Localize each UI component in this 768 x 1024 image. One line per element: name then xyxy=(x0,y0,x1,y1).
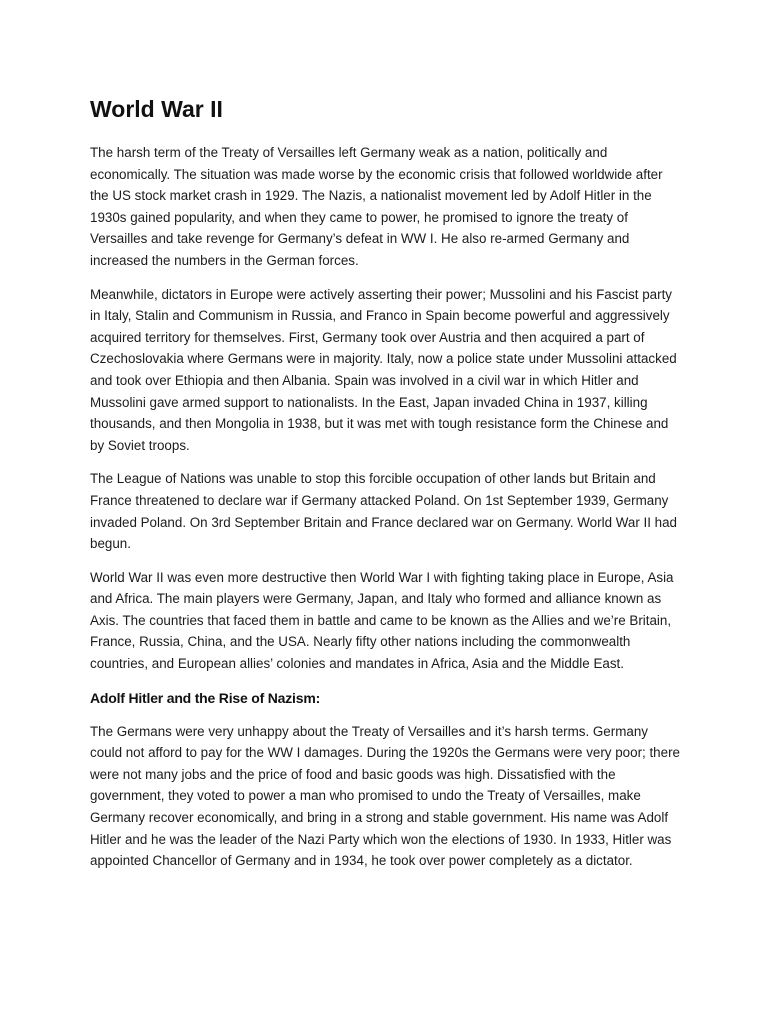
paragraph-league-of-nations: The League of Nations was unable to stop this forcible occupation of other lands but Britain and France threatened to declare war if Germany attacked Poland. On 1st September 1939, Germany invaded Poland. On 3rd September Britain and France declared war on Germany. World War II had begun. xyxy=(90,471,678,552)
document-title: World War II xyxy=(90,96,223,122)
paragraph-hitler-rise: The Germans were very unhappy about the Treaty of Versailles and it’s harsh terms. Germany could not afford to pay for the WW I damages. During the 1920s the Germans were very poor; there were not many jobs and the price of food and basic goods was high. Dissatisfied with the government, they voted to power a man who promised to undo the Treaty of Versailles, make Germany recover economically, and bring in a strong and stable government. His name was Adolf Hitler and he was the leader of the Nazi Party which won the elections of 1930. In 1933, Hitler was appointed Chancellor of Germany and in 1934, he took over power completely as a dictator. xyxy=(90,723,680,869)
paragraph-treaty-versailles: The harsh term of the Treaty of Versailles left Germany weak as a nation, politically and economically. The situation was made worse by the economic crisis that followed worldwide after the US stock market crash in 1929. The Nazis, a nationalist movement led by Adolf Hitler in the 1930s gained popularity, and when they came to power, he promised to ignore the treaty of Versailles and take revenge for Germany’s defeat in WW I. He also re-armed Germany and increased the numbers in the German forces. xyxy=(90,145,663,268)
document-page xyxy=(90,92,682,884)
paragraph-dictators-europe: Meanwhile, dictators in Europe were actively asserting their power; Mussolini and his Fascist party in Italy, Stalin and Communism in Russia, and Franco in Spain become powerful and aggressively acquired territory for themselves. First, Germany took over Austria and then acquired a part of Czechoslovakia where Germans were in majority. Italy, now a police state under Mussolini attacked and took over Ethiopia and then Albania. Spain was involved in a civil war in which Hitler and Mussolini gave armed support to nationalists. In the East, Japan invaded China in 1937, killing thousands, and then Mongolia in 1938, but it was met with tough resistance form the Chinese and by Soviet troops. xyxy=(90,286,677,453)
section-heading-hitler-nazism: Adolf Hitler and the Rise of Nazism: xyxy=(90,689,321,706)
paragraph-destructive-war: World War II was even more destructive then World War I with fighting taking place in Europe, Asia and Africa. The main players were Germany, Japan, and Italy who formed and alliance known as Axis. The countries that faced them in battle and came to be known as the Allies and we’re Britain, France, Russia, China, and the USA. Nearly fifty other nations including the commonwealth countries, and European allies’ colonies and mandates in Africa, Asia and the Middle East. xyxy=(90,569,674,672)
